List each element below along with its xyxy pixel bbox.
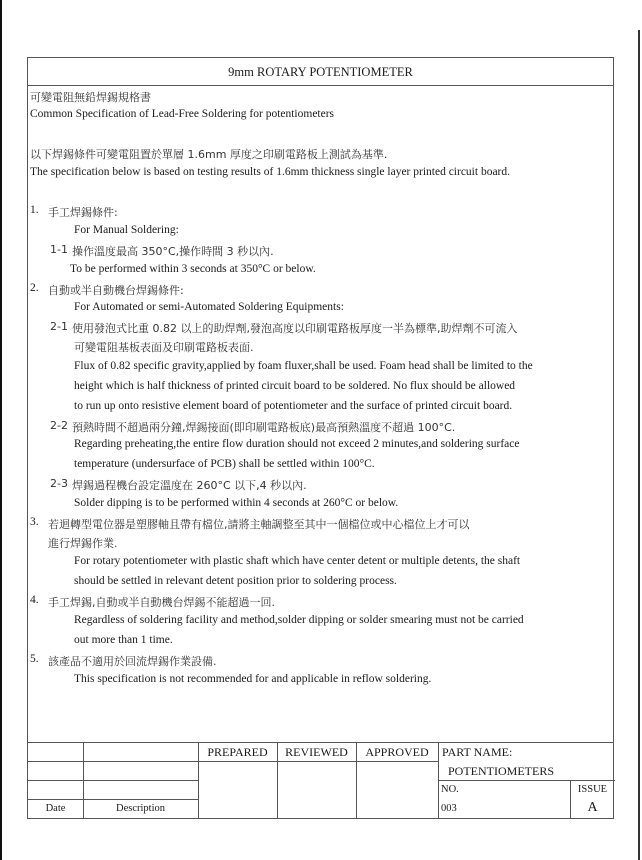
page-right-edge: [638, 30, 640, 860]
section-2-cn: 自動或半自動機台焊錫條件:: [48, 284, 184, 297]
item-2-1-en-line-3: to run up onto resistive element board of potentiometer and the surface of printed circuit board.: [74, 400, 513, 412]
section-4-number: 4.: [30, 594, 39, 606]
page-left-edge: [0, 0, 2, 860]
heading-cn: 可變電阻無鉛焊錫規格書: [30, 91, 151, 104]
section-2-en: For Automated or semi-Automated Soldering Equipments:: [74, 301, 344, 313]
footer-col-5: [438, 742, 439, 818]
doc-number-label: NO.: [441, 784, 459, 795]
heading-en: Common Specification of Lead-Free Soldering for potentiometers: [30, 108, 335, 120]
section-1-number: 1.: [30, 204, 39, 216]
footer-rule-1: [28, 761, 438, 762]
item-2-1-number: 2-1: [50, 320, 68, 333]
section-3-number: 3.: [30, 516, 39, 528]
section-5-number: 5.: [30, 653, 39, 665]
item-2-3-cn: 焊錫過程機台設定溫度在 260°C 以下,4 秒以內.: [72, 479, 307, 492]
section-2-number: 2.: [30, 282, 39, 294]
item-2-1-cn-line-2: 可變電阻基板表面及印刷電路板表面.: [74, 341, 254, 354]
section-3-cn-line-1: 若迴轉型電位器是塑膠軸且帶有檔位,請將主軸調整至其中一個檔位或中心檔位上才可以: [48, 518, 470, 531]
item-1-1-number: 1-1: [50, 243, 68, 256]
item-1-1-cn: 操作溫度最高 350°C,操作時間 3 秒以內.: [72, 245, 274, 258]
item-2-1-cn-line-1: 使用發泡式比重 0.82 以上的助焊劑,發泡高度以印刷電路板厚度一半為標準,助焊劑不可流入: [72, 322, 518, 335]
reviewed-label: REVIEWED: [285, 745, 348, 759]
section-4-cn: 手工焊錫,自動或半自動機台焊錫不能超過一回.: [48, 596, 275, 609]
spec-sheet-frame: [27, 57, 614, 819]
section-3-en-line-2: should be settled in relevant detent position prior to soldering process.: [74, 575, 397, 587]
doc-number-value: 003: [441, 803, 457, 814]
footer-top-rule: [28, 742, 613, 743]
item-2-2-en-line-1: Regarding preheating,the entire flow duration should not exceed 2 minutes,and soldering surface: [74, 438, 520, 450]
prepared-label: PREPARED: [207, 745, 268, 759]
document-title: 9mm ROTARY POTENTIOMETER: [28, 58, 613, 86]
part-name-label: PART NAME:: [442, 745, 513, 759]
section-1-cn: 手工焊錫條件:: [48, 206, 118, 219]
item-2-2-number: 2-2: [50, 419, 68, 432]
footer-rule-2b: [438, 780, 615, 781]
item-2-3-number: 2-3: [50, 477, 68, 490]
section-4-en-line-1: Regardless of soldering facility and method,solder dipping or solder smearing must not be carried: [74, 614, 524, 626]
footer-rule-3: [28, 799, 198, 800]
issue-label: ISSUE: [577, 784, 608, 795]
section-1-en: For Manual Soldering:: [74, 224, 179, 236]
approved-label: APPROVED: [365, 745, 429, 759]
part-name-value: POTENTIOMETERS: [448, 764, 554, 778]
item-1-1-en: To be performed within 3 seconds at 350°C or below.: [70, 263, 316, 275]
section-5-en: This specification is not recommended for and applicable in reflow soldering.: [74, 673, 432, 685]
item-2-2-en-line-2: temperature (undersurface of PCB) shall be settled within 100°C.: [74, 458, 375, 470]
item-2-3-en: Solder dipping is to be performed within 4 seconds at 260°C or below.: [74, 497, 399, 509]
date-column-label: Date: [45, 803, 66, 814]
issue-value: A: [587, 800, 598, 815]
approval-block: [28, 742, 613, 818]
item-2-1-en-line-1: Flux of 0.82 specific gravity,applied by foam fluxer,shall be used. Foam head shall be limited to the: [74, 360, 533, 372]
item-2-2-cn: 預熱時間不超過兩分鐘,焊錫接面(即印刷電路板底)最高預熱溫度不超過 100°C.: [72, 421, 456, 434]
intro-en: The specification below is based on testing results of 1.6mm thickness single layer printed circuit board.: [30, 166, 511, 178]
section-4-en-line-2: out more than 1 time.: [74, 634, 173, 646]
section-3-cn-line-2: 進行焊錫作業.: [48, 537, 118, 550]
footer-rule-2: [28, 780, 198, 781]
section-3-en-line-1: For rotary potentiometer with plastic shaft which have center detent or multiple detents, the shaft: [74, 555, 521, 567]
intro-cn: 以下焊錫條件可變電阻置於單層 1.6mm 厚度之印刷電路板上測試為基準.: [30, 148, 388, 161]
description-column-label: Description: [116, 803, 165, 814]
item-2-1-en-line-2: height which is half thickness of printed circuit board to be soldered. No flux should be allowed: [74, 380, 516, 392]
section-5-cn: 該產品不適用於回流焊錫作業設備.: [48, 655, 217, 668]
